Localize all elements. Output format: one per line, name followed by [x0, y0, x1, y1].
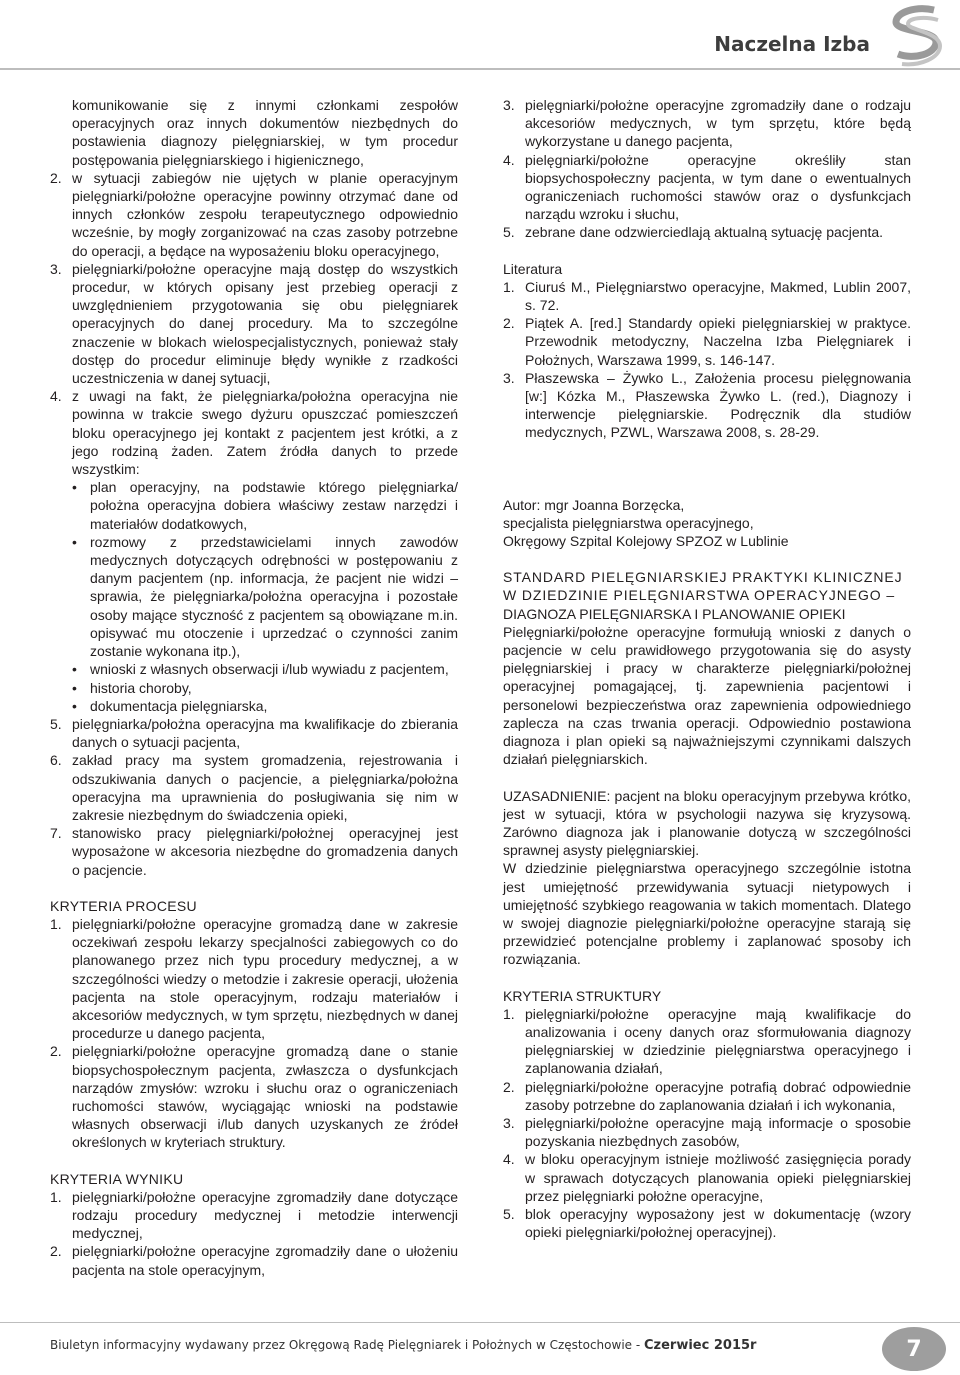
structure-item-number: 1.: [503, 1005, 515, 1022]
list-item-text: pielęgniarki/położne operacyjne mają dostęp do wszystkich procedur, w których opisany jest przebieg operacji z uwzględnieniem przygotowania się obu pielęgniarek operacyjnych do danej procedury. Ma to szczególne znaczenie w blokach wielospecjalistycznych, ponieważ stały dostęp do procedur eliminuje błędy wynikłe z rzadkości uczestniczenia w danej sytuacji,: [72, 260, 458, 387]
literature-item: [503, 314, 911, 369]
footer-text: Biuletyn informacyjny wydawany przez Okręgową Radę Pielęgniarek i Położnych w Częstochowie -: [50, 1338, 644, 1352]
standard-heading-1: STANDARD PIELĘGNIARSKIEJ PRAKTYKI KLINICZNEJ: [503, 569, 903, 586]
structure-item: [503, 1205, 911, 1241]
list-item-text: w sytuacji zabiegów nie ujętych w planie operacyjnym pielęgniarki/położne operacyjne powinny otrzymać dane od innych członków zespołu terapeutycznego odpowiednio wcześnie, by mogły zorganizować na czas zasoby potrzebne do operacji, a będące na wyposażeniu bloku operacyjnego,: [72, 169, 458, 259]
process-item-text: pielęgniarki/położne operacyjne gromadzą dane o stanie biopsychospołecznym pacjenta, zwłaszcza o dysfunkcjach narządów zmysłów: wzroku i słuchu oraz o ograniczeniach ruchomości stawów, wyciągając wnioski na podstawie własnych obserwacji i/lub danych uzyskanych ze źródeł określonych w kryteriach struktury.: [72, 1043, 458, 1151]
structure-item: [503, 1114, 911, 1150]
bullet-item-text: dokumentacja pielęgniarska,: [90, 697, 268, 714]
result-item-number: 3.: [503, 97, 515, 113]
list-item: [50, 387, 458, 478]
page-number: 7: [882, 1327, 946, 1371]
structure-item-number: 3.: [503, 1114, 515, 1131]
standard-heading-2: W DZIEDZINIE PIELĘGNIARSTWA OPERACYJNEGO –: [503, 587, 896, 604]
literature-item-text: Piątek A. [red.] Standardy opieki pielęgniarskiej w praktyce. Przewodnik metodyczny, Naczelna Izba Pielęgniarek i Położnych, Warszawa 1999, s. 146-147.: [525, 315, 911, 368]
bullet-item: [72, 533, 458, 660]
bullet-item-text: rozmowy z przedstawicielami innych zawodów medycznych dotyczących odrębności w postępowaniu z danym pacjentem (np. informacja, że pacjent nie widzi – sprawia, że pielęgniarka/położna operacyjna i pozostałe osoby mające styczność z pacjentem są obowiązane m.in. opisywać mu otoczenie i uprzedzać o czynności zanim zostanie wykonana itp.),: [90, 533, 458, 660]
structure-item-number: 4.: [503, 1151, 515, 1168]
bullet-item: [72, 478, 458, 533]
result-item-text: pielęgniarki/położne operacyjne zgromadziły dane o ułożeniu pacjenta na stole operacyjnym,: [72, 1243, 458, 1278]
result-item-number: 4.: [503, 151, 515, 168]
literature-item: [503, 278, 911, 314]
result-item: [503, 151, 911, 224]
list-item-text: z uwagi na fakt, że pielęgniarka/położna operacyjna nie powinna w trakcie swego dyżuru opuszczać pomieszczeń bloku operacyjnego jej kontakt z pacjentem jest krótki, a z jego rodziną żaden. Zatem źródła danych to przede wszystkim:: [72, 388, 458, 478]
list-item: [50, 715, 458, 751]
list-item-number: 2.: [50, 169, 62, 186]
literature-item-number: 1.: [503, 278, 515, 295]
result-item-text: pielęgniarki/położne operacyjne określiły stan biopsychospołeczny pacjenta, w tym dane o ewentualnych ograniczeniach ruchomości stawów oraz o dysfunkcjach narządu wzroku i słuchu,: [525, 151, 911, 223]
footer: [50, 1338, 756, 1353]
literature-heading: Literatura: [503, 260, 563, 277]
literature-item: [503, 369, 911, 442]
result-item-text: pielęgniarki/położne operacyjne zgromadziły dane o rodzaju akcesoriów medycznych, w tym sprzętu, które będą wykorzystane u danego pacjenta,: [525, 97, 911, 150]
result-item-number: 2.: [50, 1243, 62, 1260]
chamber-logo-icon: [886, 4, 948, 70]
bullet-item-text: historia choroby,: [90, 679, 192, 696]
list-item-number: 6.: [50, 752, 62, 769]
bullet-item: [72, 660, 458, 678]
result-item-number: 1.: [50, 1188, 62, 1205]
justification-text-2: W dziedzinie pielęgniarstwa operacyjnego szczególnie istotna jest umiejętność przewidywania sytuacji nietypowych i umiejętność szybkiego reagowania w takich momentach. Dlatego w swojej diagnozie pielęgniarki/położne operacyjne starają się przewidzieć potencjalne problemy i zaplanować sposoby ich rozwiązania.: [503, 860, 911, 968]
list-item-number: 3.: [50, 260, 62, 277]
structure-item-text: blok operacyjny wyposażony jest w dokumentację (wzory opieki pielęgniarki/położnej operacyjnej).: [525, 1205, 911, 1241]
result-heading: KRYTERIA WYNIKU: [50, 1170, 184, 1187]
footer-issue: Czerwiec 2015r: [644, 1338, 757, 1353]
bullet-icon: •: [72, 661, 77, 678]
structure-heading: KRYTERIA STRUKTURY: [503, 987, 662, 1004]
literature-item-text: Płaszewska – Żywko L., Założenia procesu pielęgnowania [w:] Kózka M., Płaszewska Żywko L. (red.), Diagnozy i interwencje pielęgniarskie. Podręcznik dla studiów medycznych, PZWL, Warszawa 2008, s. 28-29.: [525, 369, 911, 441]
list-item-text: stanowisko pracy pielęgniarki/położnej operacyjnej jest wyposażone w akcesoria niezbędne do gromadzenia danych o pacjencie.: [72, 825, 458, 878]
author-line: specjalista pielęgniarstwa operacyjnego,: [503, 514, 754, 531]
literature-item-number: 3.: [503, 369, 515, 386]
list-item: [50, 260, 458, 387]
intro-paragraph: komunikowanie się z innymi członkami zespołów operacyjnych oraz innych dokumentów niezbędnych do postawienia diagnozy pielęgniarskiej, w tym procedur postępowania pielęgniarskiego i higienicznego,: [72, 97, 458, 168]
structure-item-number: 2.: [503, 1078, 515, 1095]
structure-item-text: pielęgniarki/położne operacyjne mają informacje o sposobie pozyskania niezbędnych zasobów,: [525, 1114, 911, 1150]
list-item: [50, 751, 458, 824]
list-item-number: 4.: [50, 388, 62, 405]
process-item-number: 1.: [50, 915, 62, 932]
bullet-item-text: plan operacyjny, na podstawie którego pielęgniarka/ położna operacyjna dobiera właściwy zestaw narzędzi i materiałów dodatkowych,: [90, 479, 458, 532]
list-item: [50, 169, 458, 260]
structure-item-text: pielęgniarki/położne operacyjne mają kwalifikacje do analizowania i oceny danych oraz sformułowania diagnozy pielęgniarskiej w dziedzinie pielęgniarstwa operacyjnego i zaplanowania działań,: [525, 1005, 911, 1077]
result-item-number: 5.: [503, 224, 515, 241]
structure-item: [503, 1150, 911, 1205]
bullet-icon: •: [72, 697, 77, 714]
process-item-text: pielęgniarki/położne operacyjne gromadzą dane w zakresie oczekiwań zespołu lekarzy specjalności zabiegowych co do planowanego przez nich typu procedury medycznej, a w szczególności wiedzy o metodzie i zakresie operacji, ułożenia pacjenta na stole operacyjnym, rodzaju materiałów i akcesoriów medycznych, w tym sprzętu, niezbędnych w danej procedurze u danego pacjenta,: [72, 915, 458, 1042]
author-line: Okręgowy Szpital Kolejowy SPZOZ w Lublinie: [503, 533, 789, 550]
list-item-number: 7.: [50, 825, 62, 842]
standard-heading-3: DIAGNOZA PIELĘGNIARSKA I PLANOWANIE OPIEKI: [503, 605, 846, 622]
structure-item: [503, 1078, 911, 1114]
literature-item-text: Ciuruś M., Pielęgniarstwo operacyjne, Makmed, Lublin 2007, s. 72.: [525, 278, 911, 314]
result-item: [50, 1242, 458, 1278]
result-item: [50, 1188, 458, 1243]
process-heading: KRYTERIA PROCESU: [50, 897, 197, 914]
bullet-icon: •: [72, 679, 77, 696]
literature-item-number: 2.: [503, 315, 515, 332]
standard-text: Pielęgniarki/położne operacyjne formułują wnioski z danych o pacjencie w celu prawidłowego przygotowania się do asysty pielęgniarskiej i pracy w charakterze pielęgniarki/położnej operacyjnej pomagającej, tj. zapewnienia pacjentowi i personelowi bezpieczeństwa oraz zapewnienia odpowiedniego zaplecza na czas trwania operacji. Odpowiednio postawiona diagnoza i plan opieki są najważniejszymi czynnikami dalszych działań pielęgniarskich.: [503, 623, 911, 768]
right-column: [503, 96, 911, 1241]
result-item-text: pielęgniarki/położne operacyjne zgromadziły dane dotyczące rodzaju procedury medycznej i metodzie interwencji medycznej,: [72, 1188, 458, 1242]
result-item: [503, 223, 911, 241]
result-item: [503, 96, 911, 151]
process-item-number: 2.: [50, 1043, 62, 1060]
bullet-item: [72, 679, 458, 697]
author-line: Autor: mgr Joanna Borzęcka,: [503, 496, 685, 513]
justification-text: UZASADNIENIE: pacjent na bloku operacyjnym przebywa krótko, jest w sytuacji, która w psychologii nazywa się kryzysową. Zarówno diagnoza jak i planowanie dotyczą w szczególności sprawnej asysty pielęgniarskiej.: [503, 787, 911, 859]
process-item: [50, 1042, 458, 1151]
bullet-item: [72, 697, 458, 715]
header-divider: [0, 68, 960, 70]
list-item-number: 5.: [50, 715, 62, 732]
structure-item-text: pielęgniarki/położne operacyjne potrafią dobrać odpowiednie zasoby potrzebne do zaplanowania działań i ich wykonania,: [525, 1078, 911, 1113]
list-item-text: pielęgniarka/położna operacyjna ma kwalifikacje do zbierania danych o sytuacji pacjenta,: [72, 715, 458, 751]
list-item: [50, 824, 458, 879]
bullet-icon: •: [72, 479, 77, 496]
process-item: [50, 915, 458, 1042]
list-item-text: zakład pracy ma system gromadzenia, rejestrowania i odszukiwania danych o pacjencie, a pielęgniarka/położna operacyjna ma uprawnienia do posługiwania się nim w zakresie niezbędnym do świadczenia opieki,: [72, 752, 458, 823]
left-column: [50, 96, 458, 1279]
structure-item: [503, 1005, 911, 1078]
bullet-item-text: wnioski z własnych obserwacji i/lub wywiadu z pacjentem,: [90, 661, 449, 678]
structure-item-number: 5.: [503, 1205, 515, 1222]
result-item-text: zebrane dane odzwierciedlają aktualną sytuację pacjenta.: [525, 224, 884, 241]
bullet-icon: •: [72, 533, 77, 550]
header-title: Naczelna Izba: [714, 32, 870, 56]
structure-item-text: w bloku operacyjnym istnieje możliwość zasięgnięcia porady w sprawach dotyczących planowania opieki pielęgniarskiej przez pielęgniarki położne operacyjne,: [525, 1151, 911, 1204]
footer-divider: [0, 1322, 960, 1323]
